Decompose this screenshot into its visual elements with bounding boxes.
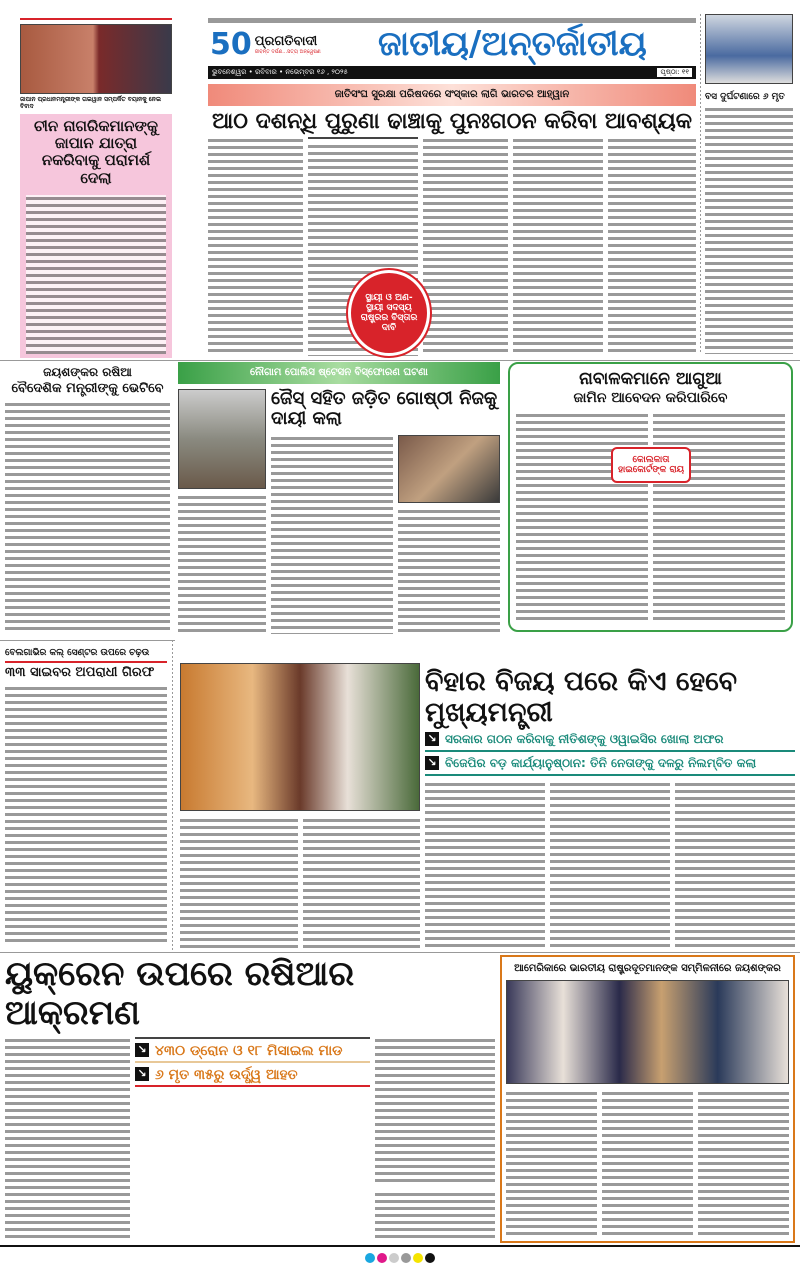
tagline: ଜୀବନ୍ତ ଦର୍ପଣ...ସତ୍ୟ ଅନ୍ୱେଷଣ (254, 49, 321, 56)
ukraine-body-col1 (5, 1037, 130, 1241)
minors-headline-2: ଜାମିନ ଆବେଦନ କରିପାରିବେ (573, 389, 728, 406)
column-divider (700, 14, 701, 354)
bihar-body-col2 (303, 817, 421, 948)
belagavi-headline: ୩୩ ସାଇବର ଅପରାଧୀ ଗିରଫ (5, 665, 155, 681)
bus-headline: ବସ ଦୁର୍ଘଟଣାରେ ୬ ମୃତ (705, 92, 785, 102)
red-rule (5, 661, 167, 663)
arrow-icon: ↘ (425, 756, 439, 770)
section-divider (0, 640, 175, 641)
belagavi-kicker: ବେଲଗାଭିର କଲ୍ ସେଣ୍ଟର ଉପରେ ଚଢ଼ଉ (5, 648, 150, 658)
bihar-sub-1-text: ସରକାର ଗଠନ କରିବାକୁ ନୀତିଶଙ୍କୁ ଓୱାଇସିର ଖୋଲା ଅଫର (445, 732, 724, 747)
dateline: ଭୁବନେଶ୍ୱର • ରବିବାର • ନଭେମ୍ବର ୧୬ , ୨୦୨୫ (212, 68, 348, 77)
lead-body-col4 (513, 137, 603, 356)
bihar-body-col4 (550, 781, 670, 948)
minors-body-col1 (516, 412, 648, 624)
arrow-icon: ↘ (135, 1067, 149, 1081)
footer-rule (0, 1245, 800, 1247)
jaishankar-body-text (5, 401, 170, 634)
ukraine-body-col3 (375, 1191, 495, 1241)
arrow-icon: ↘ (135, 1043, 149, 1057)
belagavi-body-text (5, 685, 167, 946)
page-number: ପୃଷ୍ଠା: ୧୧ (657, 68, 692, 77)
bus-body-text (705, 106, 793, 354)
usa-body-col3 (698, 1090, 789, 1238)
bihar-sub-2-text: ବିଜେପିର ବଡ଼ କାର୍ଯ୍ୟାନୁଷ୍ଠାନ: ତିନି ନେତାଙ୍କୁ ଦଳରୁ ନିଲମ୍ବିତ କଲା (445, 756, 757, 771)
dateline-bar (208, 66, 696, 79)
usa-headline: ଆମେରିକାରେ ଭାରତୀୟ ରାଷ୍ଟ୍ରଦୂତମାନଙ୍କ ସମ୍ମିଳନୀରେ ଜୟଶଙ୍କର (514, 963, 781, 974)
bihar-body-col5 (675, 781, 795, 948)
ukraine-destruction-photo (135, 1037, 370, 1039)
lead-photo-column (308, 137, 418, 356)
lead-body-col3 (423, 137, 508, 356)
masthead (208, 23, 696, 66)
logo (210, 27, 321, 62)
lead-body (208, 137, 696, 356)
ukraine-sub-1 (135, 1043, 370, 1063)
minors-body-col2 (653, 412, 785, 624)
arrow-icon: ↘ (425, 732, 439, 746)
ukraine-sub-2-text: ୬ ମୃତ ୩୫ରୁ ଉର୍ଦ୍ଧ୍ୱ ଆହତ (155, 1067, 298, 1084)
registration-marks (0, 1248, 800, 1267)
bihar-body-col3 (425, 781, 545, 948)
bihar-leaders-photo (180, 663, 420, 811)
minors-headline-1: ନାବାଳକମାନେ ଆଗୁଆ (579, 369, 722, 389)
debris-photo (398, 435, 500, 503)
center-top-column (208, 18, 696, 356)
section-title: ଜାତୀୟ/ଅନ୍ତର୍ଜାତୀୟ (377, 24, 647, 64)
lead-callout: ସ୍ଥାୟୀ ଓ ଅଣ-ସ୍ଥାୟୀ ସଦସ୍ୟ ରାଷ୍ଟ୍ରର ବିସ୍ତାର ଦାବି (348, 270, 430, 356)
top-rule (20, 18, 172, 20)
ambassadors-group-photo (506, 980, 789, 1084)
japan-story-box (20, 114, 172, 358)
usa-body-col1 (506, 1090, 597, 1238)
logo-number: 50 (210, 27, 252, 63)
usa-body-col2 (602, 1090, 693, 1238)
jaishankar-headline-1: ଜୟଶଙ୍କର ରଷିଆ (43, 365, 132, 379)
right-top-column (705, 14, 793, 354)
lead-headline: ଆଠ ଦଶନ୍ଧି ପୁରୁଣା ଢାଞ୍ଚାକୁ ପୁନଃଗଠନ କରିବା ଆବଶ୍ୟକ (212, 108, 692, 134)
ukraine-body-col2 (375, 1037, 495, 1186)
lead-kicker: ଜାତିସଂଘ ସୁରକ୍ଷା ପରିଷଦରେ ସଂସ୍କାର ଲାଗି ଭାରତର ଆହ୍ୱାନ (208, 84, 696, 106)
ukraine-headline: ୟୁକ୍ରେନ ଉପରେ ରଷିଆର ଆକ୍ରମଣ (5, 954, 355, 1034)
usa-story-box (500, 955, 795, 1243)
ukraine-story (5, 955, 495, 1241)
bihar-right-column (425, 666, 795, 948)
nowgam-headline: ଜୈସ୍ ସହିତ ଜଡ଼ିତ ଗୋଷ୍ଠୀ ନିଜକୁ ଦାୟୀ କଲା (271, 387, 498, 430)
un-speaker-photo (308, 137, 418, 139)
section-divider (0, 952, 800, 953)
jaishankar-headline-2: ବୈଦେଶିକ ମନ୍ତ୍ରୀଙ୍କୁ ଭେଟିବେ (11, 380, 164, 396)
court-callout: କୋଲକାତା ହାଇକୋର୍ଟଙ୍କ ରାୟ (611, 447, 691, 483)
bihar-sub-1 (425, 732, 795, 752)
bus-accident-photo (705, 14, 793, 84)
nowgam-body-col0 (178, 494, 266, 635)
japan-body-text (26, 195, 166, 354)
nowgam-body-col2 (398, 508, 500, 634)
bihar-headline: ବିହାର ବିଜୟ ପରେ କିଏ ହେବେ ମୁଖ୍ୟମନ୍ତ୍ରୀ (425, 666, 738, 729)
jaishankar-story (5, 366, 170, 634)
bihar-left-column (180, 663, 420, 948)
nowgam-story (178, 362, 500, 634)
lead-body-col1 (208, 137, 303, 356)
minors-box (508, 362, 793, 632)
japan-headline: ଚୀନ ନାଗରିକମାନଙ୍କୁ ଜାପାନ ଯାତ୍ରା ନକରିବାକୁ ପରାମର୍ଶ ଦେଲା (33, 116, 158, 187)
bihar-sub-2 (425, 756, 795, 776)
paper-name: ପ୍ରଗତିବାଦୀ (254, 34, 318, 50)
japan-china-photo (20, 24, 172, 94)
bihar-body-col1 (180, 817, 298, 948)
lead-body-col5 (608, 137, 696, 356)
belagavi-story (5, 648, 167, 946)
left-top-column (20, 18, 172, 358)
ukraine-sub-1-text: ୪୩୦ ଡ୍ରୋନ ଓ ୧୮ ମିସାଇଲ ମାଡ (155, 1043, 343, 1060)
nowgam-body-col1 (271, 435, 393, 634)
nowgam-kicker: ନୌଗାମ ପୋଲିସ ଷ୍ଟେସନ ବିସ୍ଫୋରଣ ଘଟଣା (178, 362, 500, 384)
photo-caption: ଜାପାନ ପ୍ରଧାନମନ୍ତ୍ରୀଙ୍କ ତାଇୱାନ ସମ୍ପର୍କିତ ବୟାନକୁ ନେଇ ବିବାଦ (20, 96, 161, 110)
ukraine-sub-2 (135, 1067, 370, 1087)
column-divider (172, 640, 173, 950)
section-divider (0, 360, 800, 361)
blast-site-photo (178, 389, 266, 489)
